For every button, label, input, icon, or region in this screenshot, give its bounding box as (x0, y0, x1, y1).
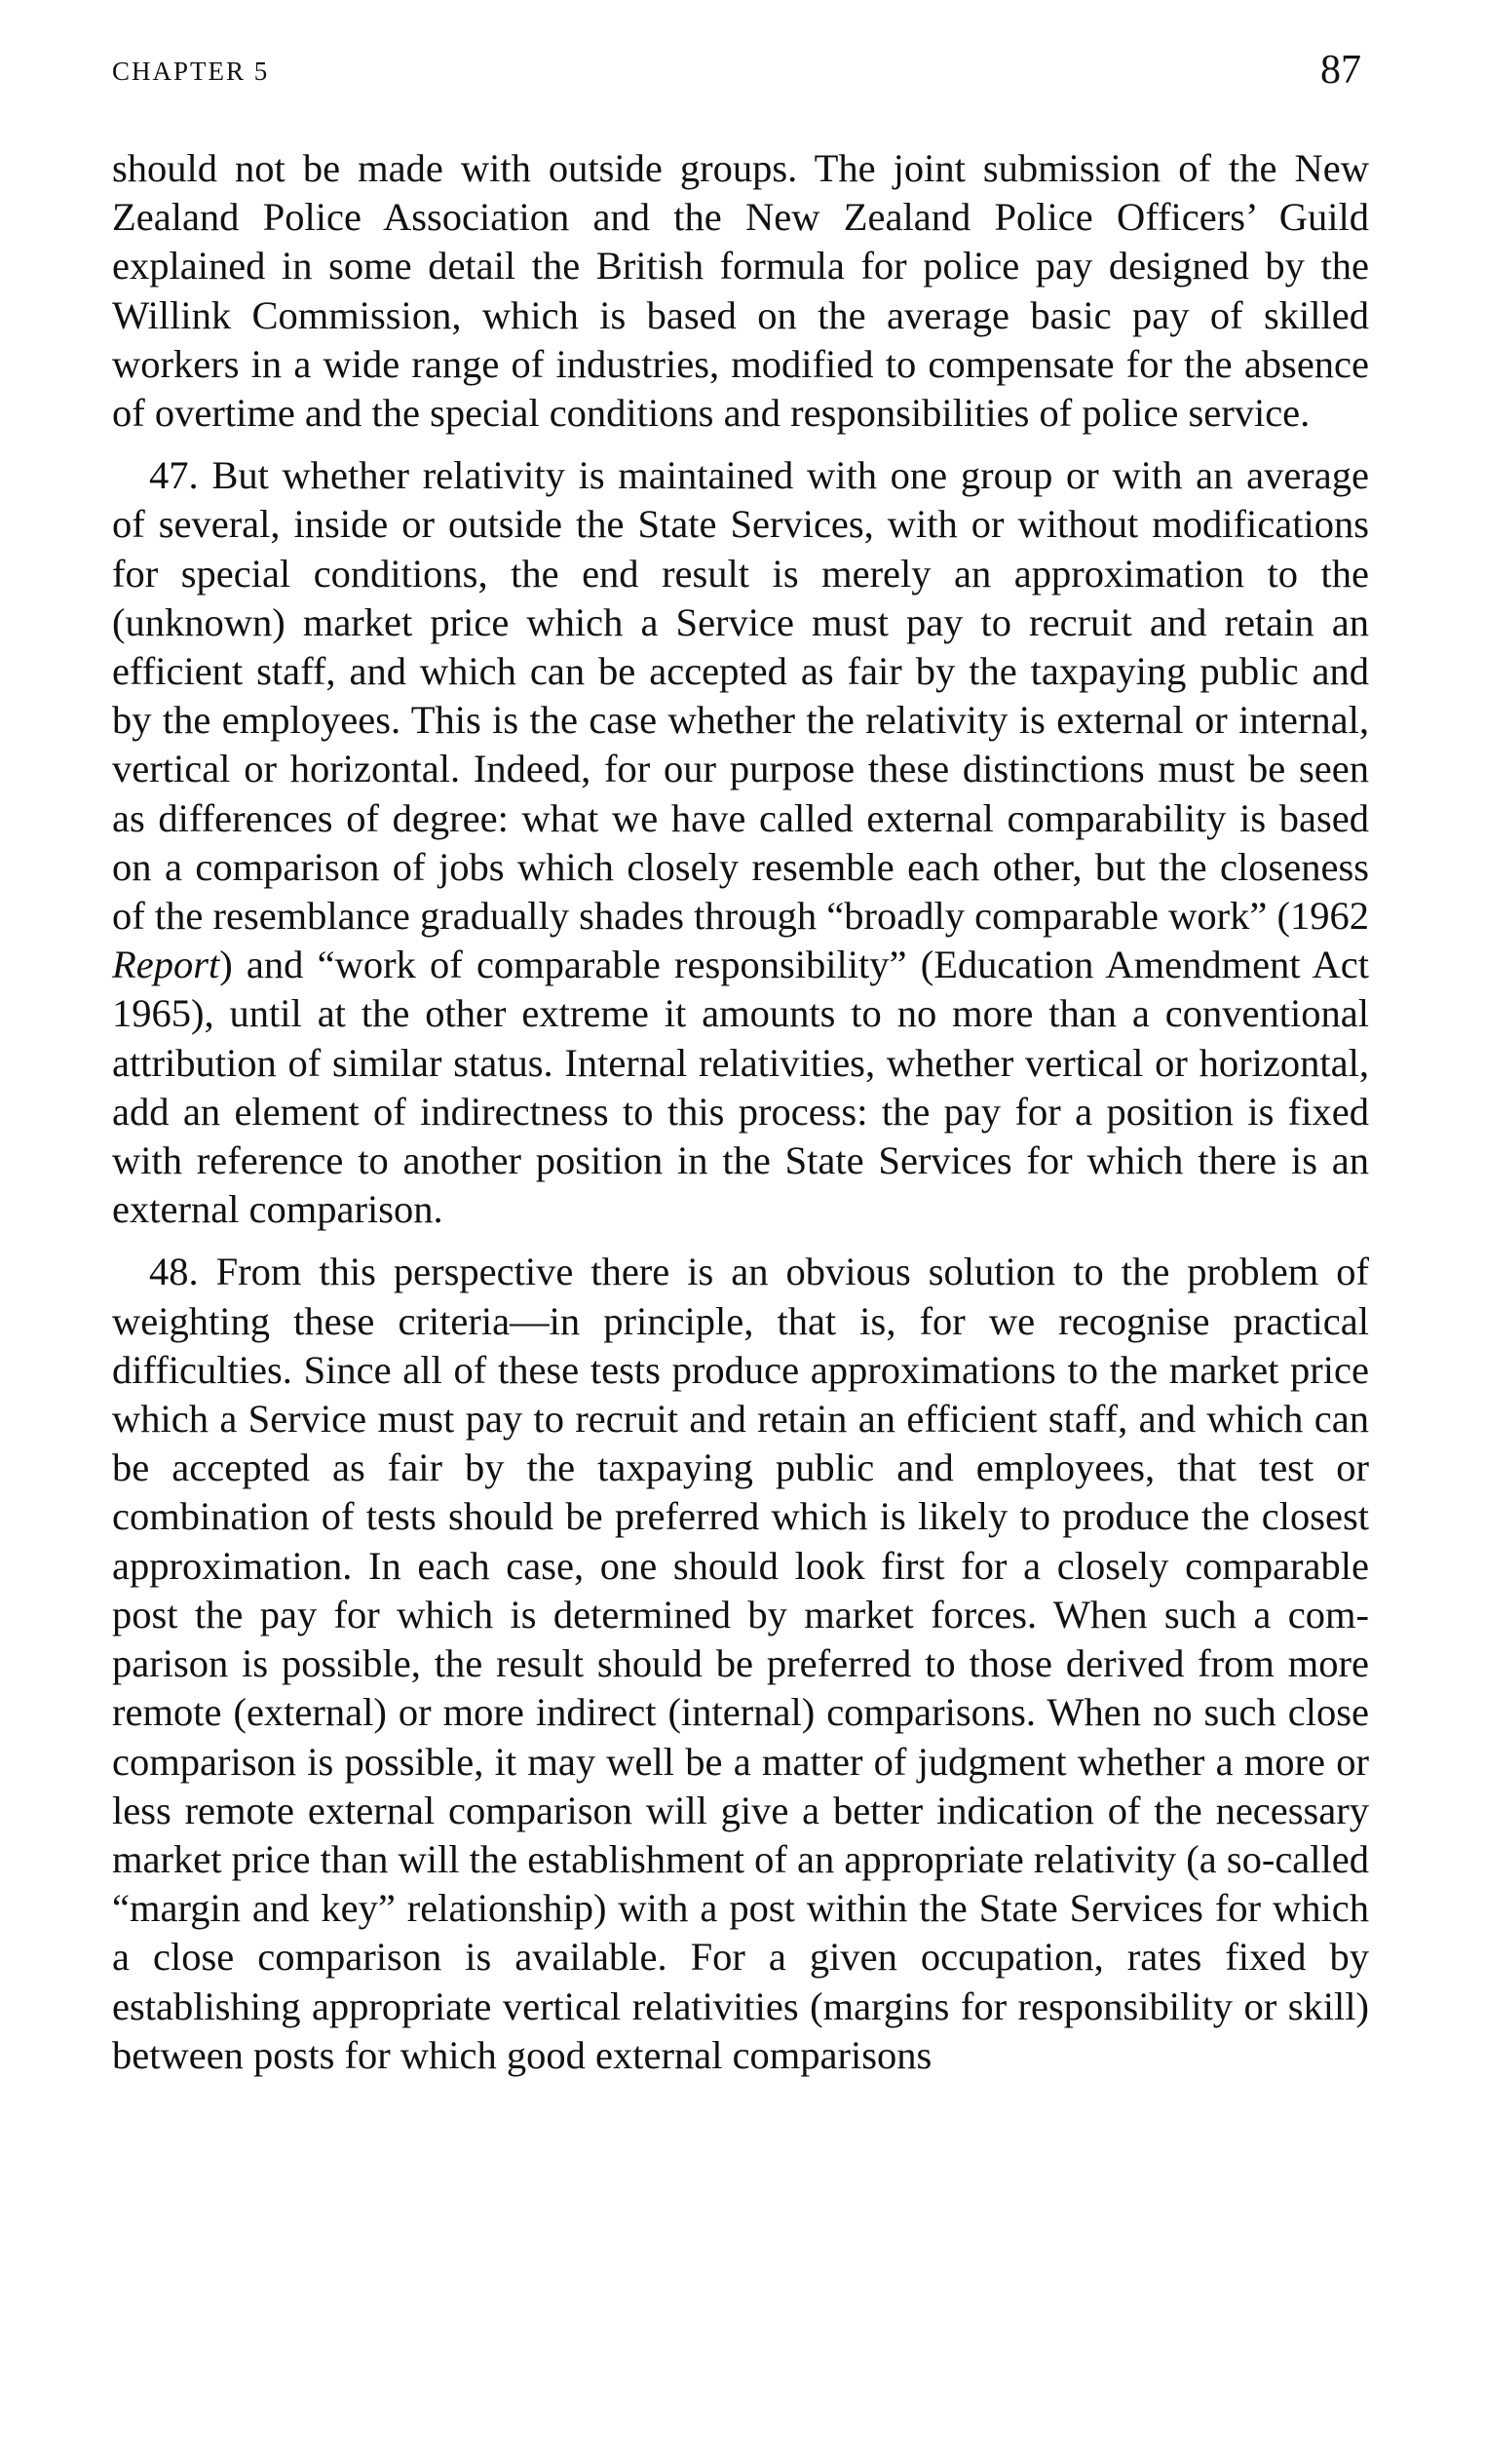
paragraph-text: ) and “work of comparable responsibility” (Education Amendment Act 1965), until at the other extreme it amounts to no more than a conventional attribution of similar status. Internal relativities, whether vertical or horizontal, add an element of indirectness to this process: the pay for a position is fixed with reference to another position in the State Services for which there is an external comparison. (112, 943, 1369, 1232)
report-title: Report (112, 943, 220, 987)
paragraph-number: 47. (149, 453, 199, 498)
paragraph-text: should not be made with outside groups. The joint submission of the New Zealand Police Association and the New Zealand Police Officers’ Guild explained in some detail the British formula for police pay designed by the Willink Commission, which is based on the average basic pay of skilled workers in a wide range of industries, modified to compensate for the absence of overtime and the special conditions and responsibilities of police service. (112, 146, 1369, 436)
paragraph-number: 48. (149, 1250, 199, 1294)
paragraph-continued (112, 144, 1369, 438)
page-header (112, 47, 1373, 105)
running-head: CHAPTER 5 (112, 57, 270, 86)
body-text (112, 144, 1369, 2094)
paragraph-text: From this perspective there is an obvious solution to the problem of weighting these criteria—in principle, that is, for we recognise practical difficulties. Since all of these tests produce approximations to the market price which a Service must pay to recruit and retain an efficient staff, and which can be accepted as fair by the taxpaying public and employees, that test or combination of tests should be preferred which is likely to produce the closest approximation. In each case, one should look first for a closely comparable post the pay for which is determined by market forces. When such a comparison is possible, the result should be preferred to those derived from more remote (external) or more indirect (internal) comparisons. When no such close comparison is possible, it may well be a matter of judgment whether a more or less remote external comparison will give a better indication of the necessary market price than will the establishment of an appropriate relativity (a so-called “margin and key” relationship) with a post within the State Services for which a close comparison is available. For a given occupation, rates fixed by establishing appropriate vertical relativities (margins for responsibility or skill) between posts for which good external comparisons (112, 1250, 1369, 2077)
paragraph-48 (112, 1248, 1369, 2079)
page-number: 87 (1320, 48, 1361, 93)
paragraph-47 (112, 451, 1369, 1234)
paragraph-text: But whether relativity is maintained with one group or with an average of several, inside or outside the State Services, with or without modifications for special conditions, the end result is merely an approximation to the (unknown) market price which a Service must pay to recruit and retain an efficient staff, and which can be accepted as fair by the taxpaying public and by the employees. This is the case whether the relativity is external or internal, vertical or horizontal. Indeed, for our purpose these distinctions must be seen as differences of degree: what we have called external comparability is based on a comparison of jobs which closely resemble each other, but the closeness of the resemblance gradually shades through “broadly comparable work” (1962 (112, 453, 1369, 939)
